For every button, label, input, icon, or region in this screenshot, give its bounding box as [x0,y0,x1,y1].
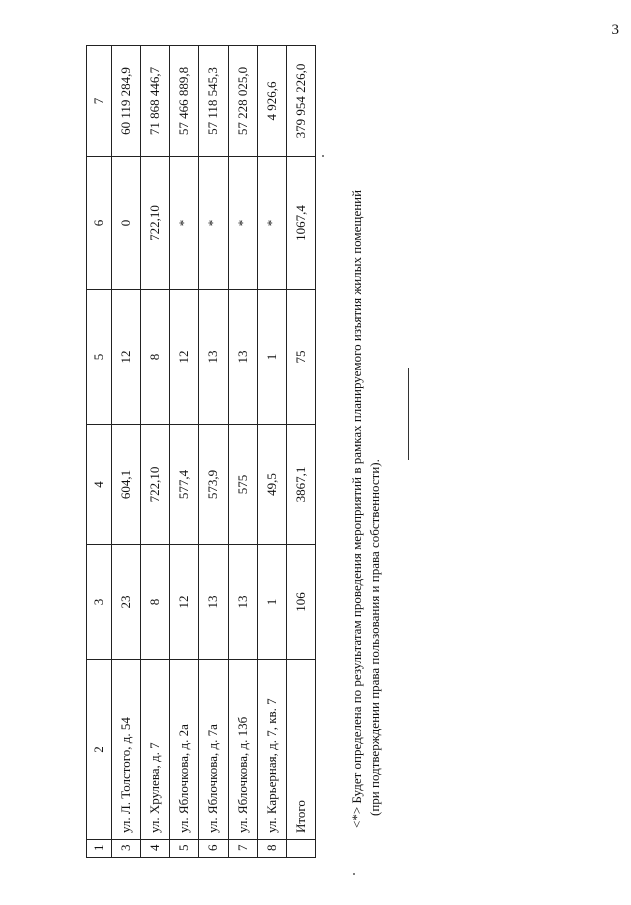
table-cell: 1 [87,840,112,858]
table-row [170,46,199,858]
table-cell: 575 [228,425,257,545]
scan-speck [322,155,324,157]
data-table [86,45,316,858]
table-row [199,46,228,858]
table-cell: 7 [228,840,257,858]
table-cell: 3 [87,545,112,660]
table-cell: ул. Яблочкова, д. 2а [170,660,199,840]
table-cell: 12 [170,290,199,425]
table-cell: 1 [257,290,286,425]
footnote [348,38,384,828]
table-cell: 13 [228,545,257,660]
table-cell: 57 466 889,8 [170,46,199,157]
separator-line [408,368,409,460]
table-cell: 60 119 284,9 [112,46,141,157]
table-cell: 722,10 [141,157,170,290]
table-cell: 2 [87,660,112,840]
table-cell: 49,5 [257,425,286,545]
table-cell: 722,10 [141,425,170,545]
table-cell: 13 [199,290,228,425]
table-row [257,46,286,858]
table-cell: 13 [228,290,257,425]
table-cell: * [257,157,286,290]
table-cell: 57 228 025,0 [228,46,257,157]
table-cell: ул. Яблочкова, д. 7а [199,660,228,840]
table-row [141,46,170,858]
table-cell: * [228,157,257,290]
table-cell: 577,4 [170,425,199,545]
table-cell: ул. Яблочкова, д. 13б [228,660,257,840]
footnote-line-1: <*> Будет определена по результатам проведения мероприятий в рамках планируемого изъятия жилых помещений [349,189,364,828]
scan-speck [353,873,355,875]
table-cell: 4 926,6 [257,46,286,157]
table-cell: 13 [199,545,228,660]
header-row [87,46,112,858]
table-cell: 23 [112,545,141,660]
table-row [112,46,141,858]
rotated-content [86,28,556,858]
table-cell: 106 [286,545,315,660]
table-cell: 4 [87,425,112,545]
table-cell: 3 [112,840,141,858]
table-cell: 573,9 [199,425,228,545]
table-cell: 12 [170,545,199,660]
table-cell: 57 118 545,3 [199,46,228,157]
table-cell: 379 954 226,0 [286,46,315,157]
table-cell: 5 [170,840,199,858]
table-cell: ул. Хрулева, д. 7 [141,660,170,840]
table-cell: 71 868 446,7 [141,46,170,157]
table-cell: 8 [257,840,286,858]
table-cell: * [170,157,199,290]
table-cell: 8 [141,290,170,425]
table-row [228,46,257,858]
table-cell: * [199,157,228,290]
table-cell: 8 [141,545,170,660]
page-number: 3 [611,22,619,38]
table-cell: 1 [257,545,286,660]
table-cell [286,840,315,858]
table-cell: 7 [87,46,112,157]
table-cell: 604,1 [112,425,141,545]
table-cell: ул. Л. Толстого, д. 54 [112,660,141,840]
total-row [286,46,315,858]
table-cell: Итого [286,660,315,840]
table-cell: 5 [87,290,112,425]
footnote-line-2: (при подтверждении права пользования и права собственности). [367,459,382,816]
table-cell: 3867,1 [286,425,315,545]
table-cell: ул. Карьерная, д. 7, кв. 7 [257,660,286,840]
table-cell: 6 [199,840,228,858]
table-cell: 6 [87,157,112,290]
table-cell: 4 [141,840,170,858]
table-body [87,46,316,858]
table-cell: 12 [112,290,141,425]
table-cell: 1067,4 [286,157,315,290]
table-cell: 0 [112,157,141,290]
table-cell: 75 [286,290,315,425]
